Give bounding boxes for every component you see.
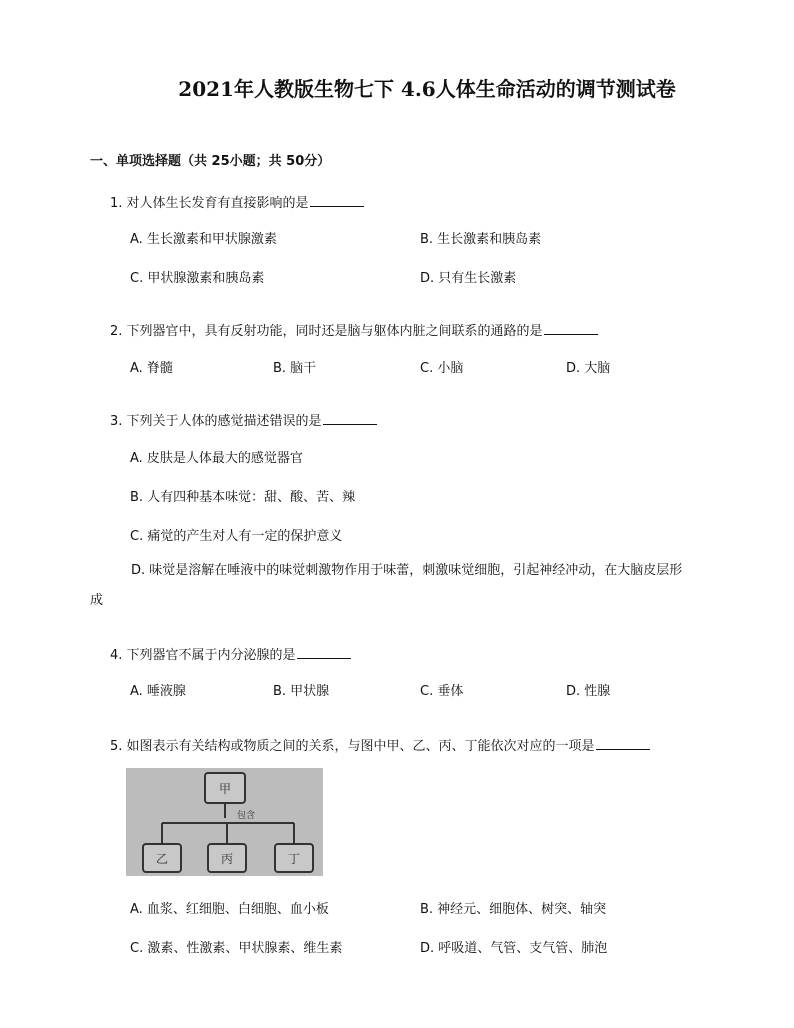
option-d: D. 大脑 [566,361,611,376]
answer-blank [297,646,351,659]
question-stem: 2. 下列器官中，具有反射功能，同时还是脑与躯体内脏之间联系的通路的是 [110,324,543,339]
option-c: C. 痛觉的产生对人有一定的保护意义 [130,529,343,544]
option-b: B. 人有四种基本味觉：甜、酸、苦、辣 [130,490,356,505]
page-title: 2021年人教版生物七下 4.6人体生命活动的调节测试卷 [178,77,676,101]
option-a: A. 血浆、红细胞、白细胞、血小板 [130,902,329,917]
question-2 [110,320,598,339]
relation-label: 包含 [237,811,256,821]
answer-blank [544,322,598,335]
option-d: D. 呼吸道、气管、支气管、肺泡 [420,941,608,956]
question-1 [110,192,364,211]
option-a: A. 生长激素和甲状腺激素 [130,232,277,247]
option-b: B. 脑干 [273,361,317,376]
option-c: C. 激素、性激素、甲状腺素、维生素 [130,941,343,956]
option-b: B. 甲状腺 [273,684,330,699]
answer-blank [596,737,650,750]
answer-blank [310,194,364,207]
option-d: D. 只有生长激素 [420,271,517,286]
question-stem: 5. 如图表示有关结构或物质之间的关系，与图中甲、乙、丙、丁能依次对应的一项是 [110,739,595,754]
option-d-text: D. 味觉是溶解在唾液中的味觉刺激物作用于味蕾，刺激味觉细胞，引起神经冲动，在大脑皮层形成 [90,563,683,608]
option-a: A. 唾液腺 [130,684,186,699]
question-stem: 3. 下列关于人体的感觉描述错误的是 [110,414,322,429]
option-b: B. 生长激素和胰岛素 [420,232,542,247]
option-d [90,556,690,616]
box-child-1-label: 乙 [155,852,169,866]
section-heading: 一、单项选择题（共 25小题；共 50分） [90,154,331,169]
question-stem: 1. 对人体生长发育有直接影响的是 [110,196,309,211]
option-b: B. 神经元、细胞体、树突、轴突 [420,902,607,917]
relationship-diagram [126,768,323,876]
box-top-label: 甲 [218,782,232,796]
box-child-2-label: 丙 [220,852,234,866]
option-c: C. 小脑 [420,361,464,376]
box-child-3-label: 丁 [287,852,301,866]
question-4 [110,644,351,663]
option-d: D. 性腺 [566,684,611,699]
question-3 [110,410,377,429]
answer-blank [323,412,377,425]
question-5 [110,735,650,754]
diagram-svg [126,768,323,876]
option-a: A. 脊髓 [130,361,173,376]
option-a: A. 皮肤是人体最大的感觉器官 [130,451,303,466]
question-stem: 4. 下列器官不属于内分泌腺的是 [110,648,296,663]
option-c: C. 甲状腺激素和胰岛素 [130,271,265,286]
option-c: C. 垂体 [420,684,464,699]
